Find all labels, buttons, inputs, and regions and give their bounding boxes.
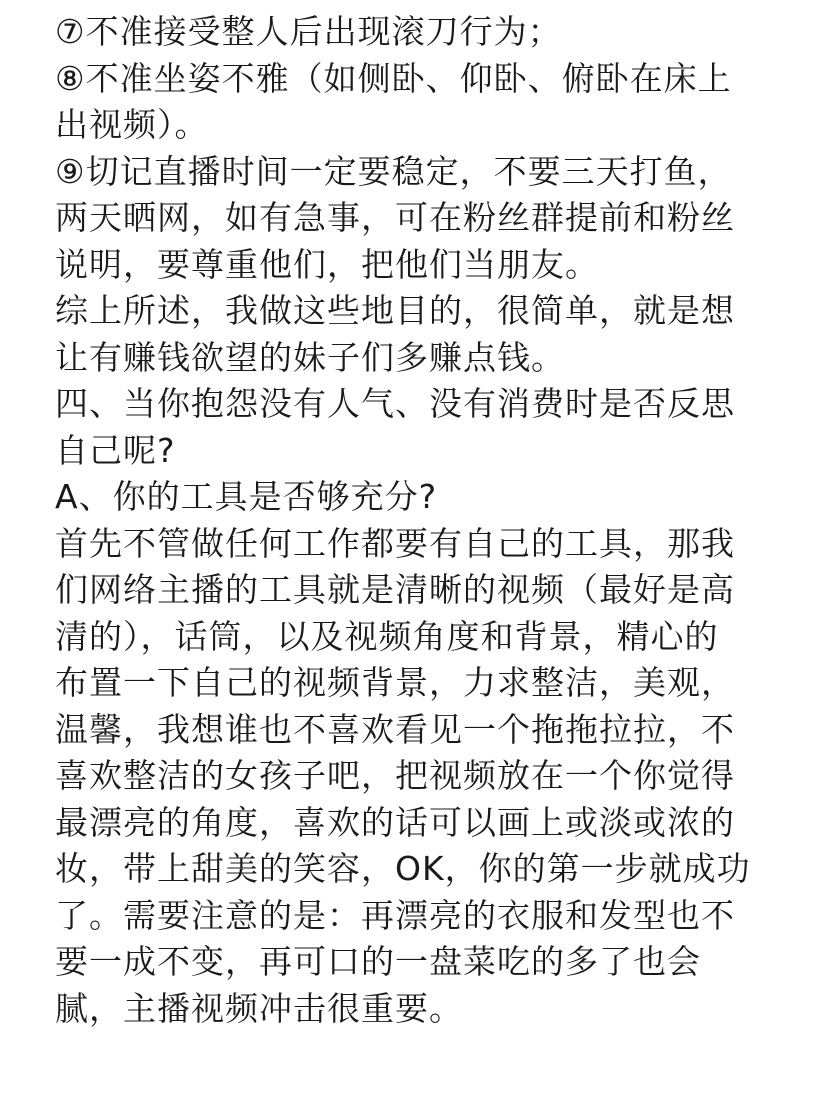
section-heading: 自己呢? <box>55 430 176 470</box>
text-line: ⑧不准坐姿不雅（如侧卧、仰卧、俯卧在床上 <box>55 58 732 98</box>
text-line: 首先不管做任何工作都要有自己的工具，那我 <box>55 523 735 563</box>
text-line: ⑨切记直播时间一定要稳定，不要三天打鱼， <box>55 151 732 191</box>
text-line: 出视频）。 <box>55 105 209 144</box>
text-line: 清的），话筒，以及视频角度和背景，精心的 <box>55 616 719 656</box>
article-text <box>55 9 825 1032</box>
text-line: 喜欢整洁的女孩子吧，把视频放在一个你觉得 <box>55 756 735 795</box>
text-line: 温馨，我想谁也不喜欢看见一个拖拖拉拉，不 <box>55 709 735 749</box>
text-line: 最漂亮的角度，喜欢的话可以画上或淡或浓的 <box>55 802 735 842</box>
text-line: 综上所述，我做这些地目的，很简单，就是想 <box>55 291 735 330</box>
text-line: 让有赚钱欲望的妹子们多赚点钱。 <box>55 337 565 377</box>
text-line: 布置一下自己的视频背景，力求整洁，美观， <box>55 663 735 702</box>
text-line: 腻，主播视频冲击很重要。 <box>55 988 463 1028</box>
subsection-heading: A、你的工具是否够充分? <box>55 477 438 516</box>
text-line: 们网络主播的工具就是清晰的视频（最好是高 <box>55 570 735 609</box>
text-line: 了。需要注意的是：再漂亮的衣服和发型也不 <box>55 895 735 935</box>
text-line: 妆，带上甜美的笑容，OK，你的第一步就成功 <box>55 849 751 888</box>
section-heading: 四、当你抱怨没有人气、没有消费时是否反思 <box>55 384 735 423</box>
text-line: 说明，要尊重他们，把他们当朋友。 <box>55 244 599 284</box>
text-line: ⑦不准接受整人后出现滚刀行为； <box>55 12 562 51</box>
text-line: 要一成不变，再可口的一盘菜吃的多了也会 <box>55 942 701 981</box>
text-line: 两天晒网，如有急事，可在粉丝群提前和粉丝 <box>55 198 735 237</box>
